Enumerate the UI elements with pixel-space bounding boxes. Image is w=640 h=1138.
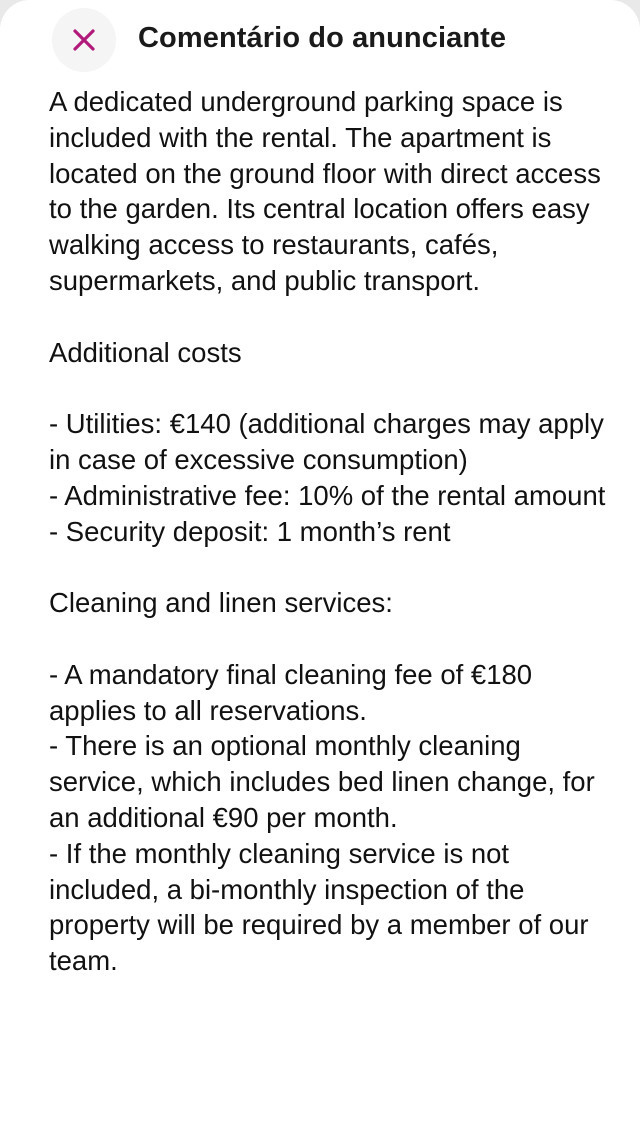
close-button[interactable] [52, 8, 116, 72]
cleaning-item-monthly-service: - There is an optional monthly cleaning service, which includes bed linen change, for an additional €90 per month. [49, 730, 595, 833]
sheet-title: Comentário do anunciante [138, 22, 507, 54]
close-icon [71, 27, 97, 53]
costs-item-deposit: - Security deposit: 1 month’s rent [49, 515, 451, 547]
costs-item-admin-fee: - Administrative fee: 10% of the rental amount [49, 479, 606, 511]
costs-heading: Additional costs [49, 336, 242, 368]
sheet-header [0, 0, 640, 86]
costs-item-utilities: - Utilities: €140 (additional charges may apply in case of excessive consumption) [49, 408, 604, 475]
intro-paragraph: A dedicated underground parking space is included with the rental. The apartment is located on the ground floor with direct access to the garden. Its central location offers easy walking access to restaurants, cafés, supermarkets, and public transport. [49, 86, 601, 296]
cleaning-item-final-fee: - A mandatory final cleaning fee of €180 applies to all reservations. [49, 658, 533, 726]
cleaning-heading: Cleaning and linen services: [49, 587, 393, 619]
comment-body [49, 84, 609, 979]
cleaning-item-inspection: - If the monthly cleaning service is not included, a bi-monthly inspection of the property will be required by a member of our team. [49, 837, 589, 977]
